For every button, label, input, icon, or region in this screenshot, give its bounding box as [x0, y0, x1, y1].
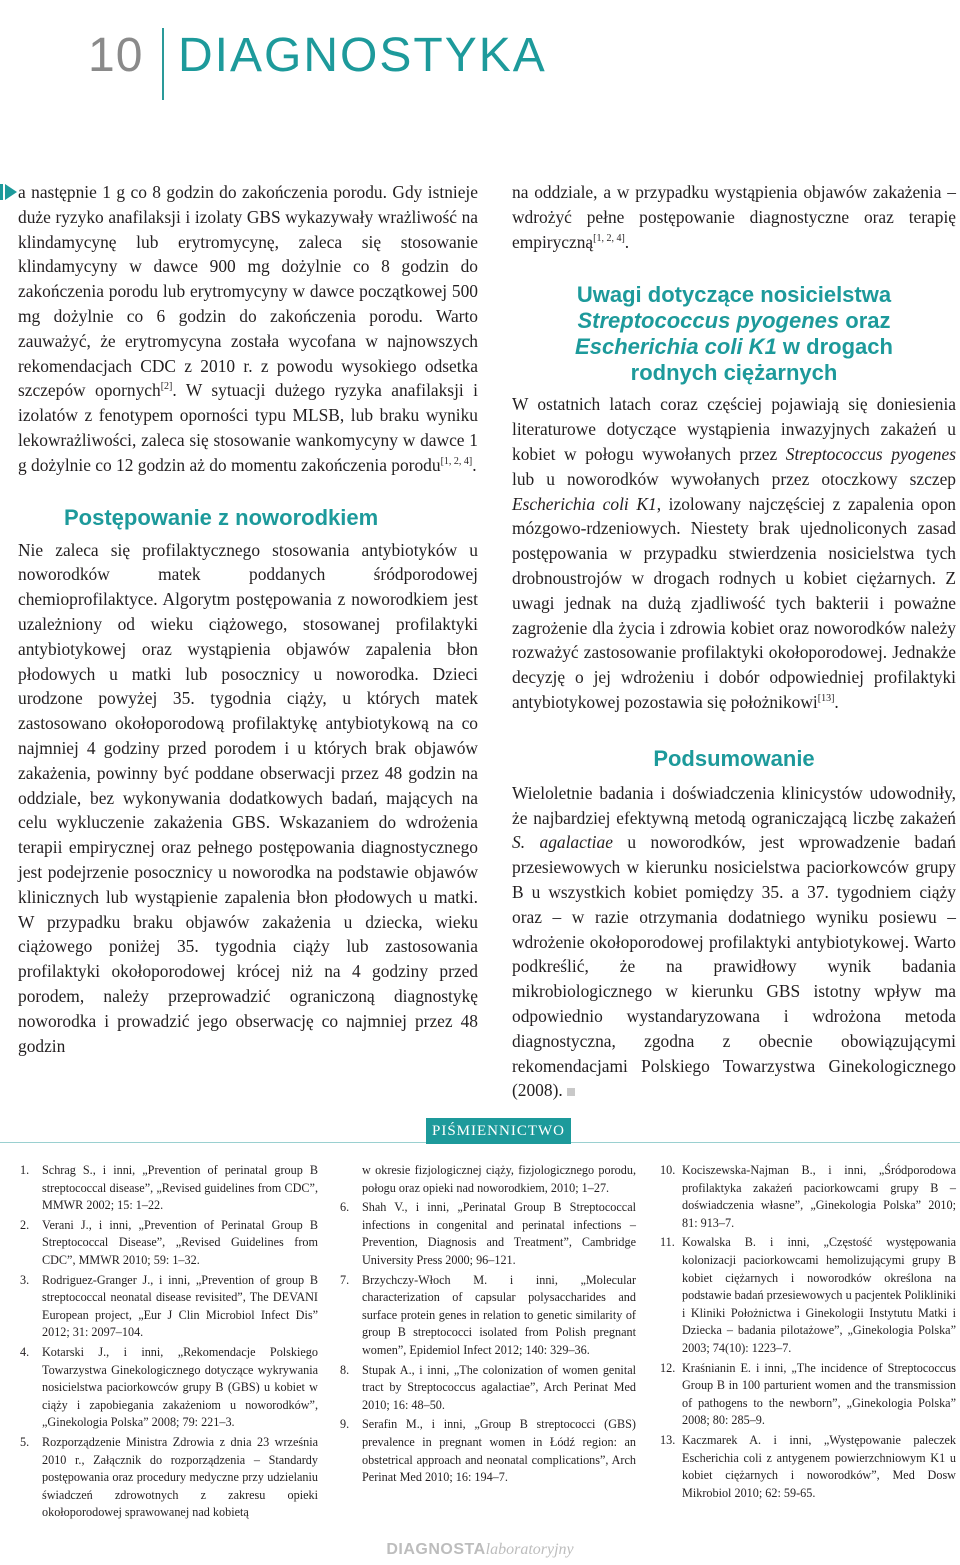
reference-number: 1.	[20, 1163, 30, 1177]
reference-text: Stupak A., i inni, „The colonization of women genital tract by Streptococcus agalactiae”, Arch Perinat Med 2010; 16: 48–50.	[362, 1362, 636, 1412]
references-label: PIŚMIENNICTWO	[426, 1118, 571, 1144]
reference-text: Rozporządzenie Ministra Zdrowia z dnia 23 września 2010 r., Załącznik do rozporządzenia – Standardy postępowania oraz procedury medyczne przy udzielaniu świadczeń zdrowotnych z zakresu opieki okołoporodowej sprawowanej nad kobietą	[42, 1434, 318, 1520]
header-divider	[162, 28, 164, 100]
reference-item	[20, 1344, 318, 1432]
reference-text: Verani J., i inni, „Prevention of Perinatal Group B Streptococcal Disease”, „Revised Guidelines from CDC”, MMWR 2010; 59: 1–32.	[42, 1217, 318, 1267]
footer-logo	[0, 1540, 960, 1560]
reference-item	[20, 1434, 318, 1522]
citation: [13]	[817, 693, 835, 705]
reference-number: 8.	[340, 1362, 350, 1377]
reference-number: 4.	[20, 1344, 30, 1359]
reference-number: 13.	[660, 1432, 676, 1447]
paragraph: na oddziale, a w przypadku wystąpienia objawów zakażenia – wdrożyć pełne postępowanie diagnostyczne oraz terapię empiryczną[1, 2, 4].	[512, 182, 956, 252]
reference-text: Shah V., i inni, „Perinatal Group B Streptococcal infections in congenital and perinatal infections – Prevention, Diagnosis and Treatment”, Cambridge University Press 2000; 96–121.	[362, 1200, 636, 1267]
reference-text: Kotarski J., i inni, „Rekomendacje Polskiego Towarzystwa Ginekologicznego dotyczące wykrywania nosicielstwa paciorkowców grupy B (GBS) u kobiet w ciąży i zapobiegania zakażeniom u noworodków”, „Ginekologia Polska” 2008; 79: 221–3.	[42, 1344, 318, 1430]
reference-text: Kaczmarek A. i inni, „Występowanie paleczek Escherichia coli z antygenem powierzchniowym K1 u kobiet ciężarnych i noworodków”, Med Dosw Mikrobiol 2010; 62: 59-65.	[682, 1432, 956, 1500]
references-column-3	[660, 1162, 956, 1504]
reference-number: 9.	[340, 1417, 350, 1432]
paragraph: Nie zaleca się profilaktycznego stosowania antybiotyków u noworodków matek poddanych śródporodowej chemioprofilaktyce. Algorytm postępowania z noworodkiem jest uzależniony od wieku ciążowego, stosowanej profilaktyki antybiotykowej oraz wystąpienia objawów zapalenia błon płodowych u matki lub posocznicy u noworodka. Dzieci urodzone powyżej 35. tygodnia ciąży, u których matek zastosowano okołoporodową profilaktykę antybiotykową na co najmniej 4 godziny przed porodem i u których brak objawów zakażenia, powinny być poddane obserwacji przez 48 godzin na oddziale, bez wykonywania dodatkowych badań, mających na celu wykluczenie zakażenia GBS. Wskazaniem do wdrożenia terapii empirycznej oraz pełnego postępowania diagnostycznego jest podejrzenie posocznicy u noworodka na podstawie objawów klinicznych lub wystąpienie zapalenia błon płodowych u matki. W przypadku braku objawów zakażenia u dziecka, wieku ciążowego poniżej 35. tygodnia ciąży lub zastosowania profilaktyki okołoporodowej krócej niż na 4 godziny przed porodem, należy przeprowadzić ograniczoną diagnostykę noworodka i prowadzić jego obserwację co najmniej przez 48 godzin	[18, 539, 478, 1056]
reference-number: 6.	[340, 1200, 350, 1215]
section-heading: Uwagi dotyczące nosicielstwa Streptococcus pyogenes oraz Escherichia coli K1 w drogach rodnych ciężarnych	[575, 282, 893, 386]
reference-number: 2.	[20, 1217, 30, 1232]
references-header	[0, 1118, 960, 1148]
citation: [1, 2, 4]	[593, 232, 625, 244]
reference-text: Serafin M., i inni, „Group B streptococci (GBS) prevalence in pregnant women in Łódź region: an obstetrical approach and neonatal complications”, Arch Perinat Med 2010; 16: 194–7.	[362, 1417, 636, 1485]
references-column-1	[20, 1162, 318, 1524]
reference-text: Brzychczy-Włoch M. i inni, „Molecular characterization of capsular polysaccharides and surface protein genes in relation to genetic similarity of group B streptococci isolated from Polish pregnant women”, Epidemiol Infect 2012; 140: 329–36.	[362, 1272, 636, 1357]
reference-continuation: w okresie fizjologicznej ciąży, fizjologicznego porodu, połogu oraz opieki nad noworodkiem, 2010; 1–27.	[362, 1163, 636, 1195]
section-heading: Postępowanie z noworodkiem	[64, 504, 379, 530]
reference-number: 10.	[660, 1163, 676, 1177]
section-title: DIAGNOSTYKA	[178, 29, 547, 82]
reference-number: 3.	[20, 1272, 30, 1287]
paragraph: W ostatnich latach coraz częściej pojawiają się doniesienia literaturowe dotyczące wystąpienia inwazyjnych zakażeń u kobiet w połogu wywołanych przez Streptococcus pyogenes lub u noworodków wywołanych przez otoczkowy szczep Escherichia coli K1, izolowany najczęściej z zapalenia opon mózgowo-rdzeniowych. Niestety brak ujednoliconych zasad postępowania w przypadku stwierdzenia nosicielstwa tych drobnoustrojów w drogach rodnych u kobiet ciężarnych. Z uwagi jednak na dużą zjadliwość tych bakterii i poważne zagrożenie dla życia i zdrowia kobiet oraz noworodków należy rozważyć zastosowanie profilaktyki okołoporodowej. Jednakże decyzję o jej wdrożeniu i dobór odpowiedniej profilaktyki antybiotykowej pozostawia się położnikowi[13].	[512, 394, 956, 712]
left-column	[18, 180, 478, 1058]
reference-item	[340, 1362, 636, 1415]
references-column-2	[340, 1162, 636, 1489]
citation: [2]	[160, 381, 173, 393]
page-number: 10	[88, 29, 144, 82]
reference-item	[660, 1162, 956, 1232]
reference-number: 5.	[20, 1434, 30, 1449]
reference-text: Kowalska B. i inni, „Częstość występowania kolonizacji paciorkowcami hemolizującymi grupy B kobiet ciężarnych i noworodków określona na podstawie badań przesiewowych u pacjentek Polikliniki i Kliniki Położnictwa i Ginekologii Instytutu Matki i Dziecka – badania pilotażowe”, „Ginekologia Polska” 2003; 74(10): 1223–7.	[682, 1235, 956, 1355]
reference-item	[20, 1162, 318, 1215]
citation: [1, 2, 4]	[440, 455, 473, 467]
section-heading: Podsumowanie	[653, 745, 815, 771]
reference-text: Schrag S., i inni, „Prevention of perinatal group B streptococcal disease”, „Revised guidelines from CDC”, MMWR 2002; 15: 1–22.	[42, 1163, 318, 1213]
paragraph: a następnie 1 g co 8 godzin do zakończenia porodu. Gdy istnieje duże ryzyko anafilaksji i izolaty GBS wykazywały wrażliwość na klindamycynę lub erytromycynę, zaleca się stosowanie klindamycyny w dawce 900 mg dożylnie co 8 godzin do zakończenia porodu lub erytromycyny w dawce początkowej 500 mg dożylnie co 6 godzin do zakończenia porodu. Warto zauważyć, że erytromycyna została wycofana w najnowszych rekomendacjach CDC z 2010 r. z powodu wysokiego odsetka szczepów opornych[2]. W sytuacji dużego ryzyka anafilaksji i izolatów z fenotypem oporności typu MLSB, lub braku wyniku lekowrażliwości, zaleca się stosowanie wankomycyny w dawce 1 g dożylnie co 12 godzin aż do momentu zakończenia porodu[1, 2, 4].	[18, 182, 479, 475]
reference-item	[660, 1360, 956, 1430]
reference-number: 12.	[660, 1360, 676, 1375]
reference-item	[660, 1234, 956, 1357]
reference-text: Kociszewska-Najman B., i inni, „Śródporodowa profilaktyka zakażeń paciorkowcami grupy B – doświadczenia własne”, „Ginekologia Polska” 2010; 81: 913–7.	[682, 1163, 956, 1230]
reference-number: 11.	[660, 1235, 675, 1250]
reference-item	[340, 1199, 636, 1269]
right-column	[512, 180, 956, 1103]
reference-item	[340, 1416, 636, 1486]
reference-item	[20, 1272, 318, 1342]
arrow-right-icon	[0, 181, 18, 203]
square-icon	[567, 1088, 575, 1096]
footer-subtitle: laboratoryjny	[485, 1541, 574, 1558]
reference-text: Rodriguez-Granger J., i inni, „Prevention of group B streptococcal neonatal disease revisited”, The DEVANI European project, „Eur J Clin Microbiol Infect Dis” 2012; 31: 2097–104.	[42, 1272, 318, 1340]
reference-item	[340, 1272, 636, 1360]
reference-item	[20, 1217, 318, 1270]
footer-brand: DIAGNOSTA	[386, 1541, 486, 1558]
paragraph: Wieloletnie badania i doświadczenia klinicystów udowodniły, że najbardziej efektywną metodą ograniczającą liczbę zakażeń S. agalactiae u noworodków, jest wprowadzenie badań przesiewowych w kierunku nosicielstwa paciorkowców grupy B u wszystkich kobiet pomiędzy 35. a 37. tygodniem ciąży oraz – w razie otrzymania dodatniego wyniku posiewu – wdrożenie okołoporodowej profilaktyki antybiotykowej. Warto podkreślić, że na prawidłowy wynik badania mikrobiologicznego w kierunku GBS istotny wpływ ma odpowiednio wystandaryzowana i wdrożona metoda diagnostyczna, zgodna z obecnie obowiązującymi rekomendacjami Polskiego Towarzystwa Ginekologicznego (2008).	[512, 782, 956, 1101]
reference-item	[660, 1432, 956, 1502]
reference-number: 7.	[340, 1272, 350, 1287]
reference-text: Kraśnianin E. i inni, „The incidence of Streptococcus Group B in 100 parturient women and the transmission of pathogens to the newborn”, „Ginekologia Polska” 2008; 80: 285–9.	[682, 1360, 956, 1428]
